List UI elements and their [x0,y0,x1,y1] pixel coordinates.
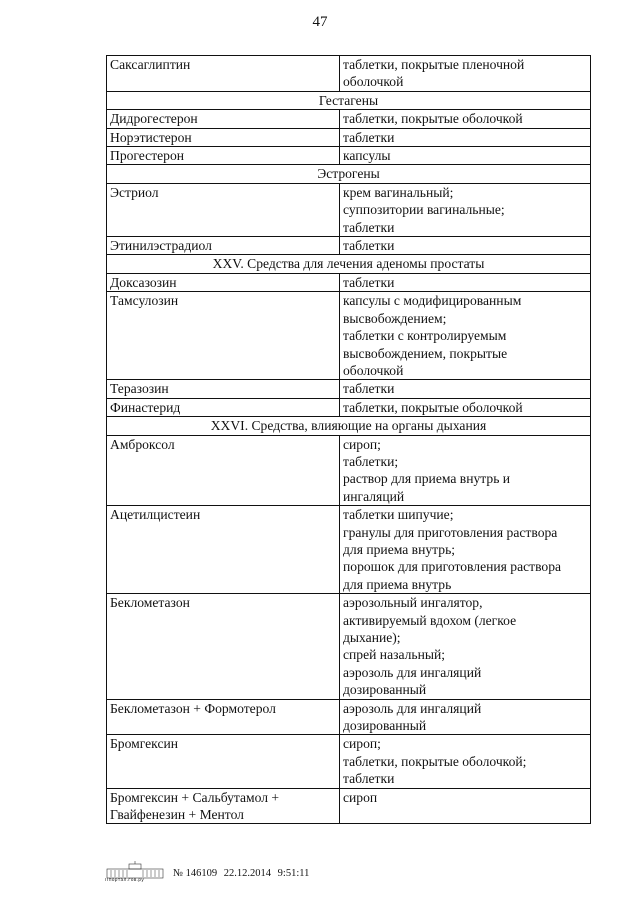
dosage-form-line: капсулы [343,148,391,164]
dosage-forms [340,699,591,735]
drug-row [107,292,591,380]
drug-name: Доксазозин [107,273,340,291]
drug-row [107,56,591,92]
dosage-form-line: оболочкой [343,362,404,378]
drug-name: Этинилэстрадиол [107,237,340,255]
dosage-form-line: таблетки [343,771,395,787]
section-title: Гестагены [107,91,591,109]
dosage-forms [340,273,591,291]
dosage-forms [340,237,591,255]
section-header-row [107,91,591,109]
dosage-form-line: крем вагинальный; [343,184,454,200]
drug-forms-table [106,55,591,824]
section-title: Эстрогены [107,165,591,183]
drug-row [107,788,591,824]
table-body [107,56,591,824]
dosage-forms [340,56,591,92]
drug-row [107,273,591,291]
dosage-forms [340,735,591,788]
dosage-form-line: дозированный [343,682,427,698]
section-header-row [107,165,591,183]
drug-row [107,435,591,506]
drug-row [107,506,591,594]
registry-stamp [105,860,165,886]
drug-row [107,237,591,255]
drug-row [107,147,591,165]
section-header-row [107,417,591,435]
drug-row [107,594,591,699]
dosage-forms [340,292,591,380]
drug-name: Эстриол [107,183,340,236]
drug-name: Саксаглиптин [107,56,340,92]
dosage-form-line: таблетки, покрытые оболочкой; [343,753,527,769]
dosage-form-line: спрей назальный; [343,647,446,663]
drug-row [107,398,591,416]
dosage-form-line: активируемый вдохом (легкое [343,612,517,628]
dosage-form-line: ингаляций [343,488,405,504]
drug-row [107,699,591,735]
drug-row [107,380,591,398]
section-title: XXV. Средства для лечения аденомы простаты [107,255,591,273]
document-time: 9:51:11 [277,867,310,879]
document-stamp [173,868,309,879]
drug-name: Амброксол [107,435,340,506]
dosage-form-line: для приема внутрь [343,576,452,592]
dosage-form-line: таблетки [343,129,395,145]
dosage-forms [340,506,591,594]
dosage-form-line: аэрозоль для ингаляций [343,700,482,716]
page-number: 47 [312,14,328,30]
dosage-form-line: таблетки [343,274,395,290]
dosage-forms [340,398,591,416]
dosage-form-line: таблетки [343,238,395,254]
drug-name: Беклометазон [107,594,340,699]
dosage-form-line: таблетки, покрытые оболочкой [343,399,523,415]
drug-name: Дидрогестерон [107,110,340,128]
dosage-form-line: суппозитории вагинальные; [343,202,505,218]
drug-row [107,110,591,128]
dosage-form-line: таблетки шипучие; [343,507,454,523]
dosage-form-line: таблетки [343,219,395,235]
dosage-forms [340,435,591,506]
dosage-form-line: порошок для приготовления раствора [343,559,562,575]
dosage-forms [340,594,591,699]
document-number: № 146109 [173,867,218,879]
dosage-form-line: оболочкой [343,74,404,90]
drug-row [107,183,591,236]
drug-row [107,128,591,146]
dosage-form-line: таблетки, покрытые оболочкой [343,111,523,127]
section-title: XXVI. Средства, влияющие на органы дыхания [107,417,591,435]
section-header-row [107,255,591,273]
dosage-forms [340,788,591,824]
dosage-forms [340,110,591,128]
drug-name: Ацетилцистеин [107,506,340,594]
dosage-forms [340,147,591,165]
document-date: 22.12.2014 [223,867,272,879]
dosage-form-line: таблетки с контролируемым [343,328,507,344]
drug-name: Бромгексин + Сальбутамол + Гвайфенезин + Ментол [107,788,340,824]
dosage-form-line: таблетки; [343,453,399,469]
stamp-text: Ппортал.гов.ру [105,878,145,883]
drug-row [107,735,591,788]
dosage-forms [340,380,591,398]
dosage-form-line: дыхание); [343,630,401,645]
dosage-form-line: аэрозоль для ингаляций [343,664,482,680]
dosage-form-line: сироп; [343,736,381,752]
dosage-form-line: дозированный [343,718,427,734]
drug-name: Беклометазон + Формотерол [107,699,340,735]
drug-name: Прогестерон [107,147,340,165]
dosage-form-line: сироп; [343,436,381,452]
drug-name: Теразозин [107,380,340,398]
drug-name: Бромгексин [107,735,340,788]
dosage-form-line: таблетки, покрытые пленочной [343,57,525,72]
dosage-form-line: сироп [343,789,378,805]
dosage-form-line: аэрозольный ингалятор, [343,595,483,611]
document-footer [105,858,309,888]
dosage-forms [340,128,591,146]
dosage-forms [340,183,591,236]
dosage-form-line: раствор для приема внутрь и [343,471,511,487]
drug-name: Финастерид [107,398,340,416]
dosage-form-line: высвобождением; [343,310,447,326]
dosage-form-line: для приема внутрь; [343,541,456,557]
dosage-form-line: гранулы для приготовления раствора [343,524,558,540]
drug-name: Норэтистерон [107,128,340,146]
dosage-form-line: высвобождением, покрытые [343,345,508,361]
drug-name: Тамсулозин [107,292,340,380]
dosage-form-line: таблетки [343,381,395,397]
dosage-form-line: капсулы с модифицированным [343,293,522,309]
